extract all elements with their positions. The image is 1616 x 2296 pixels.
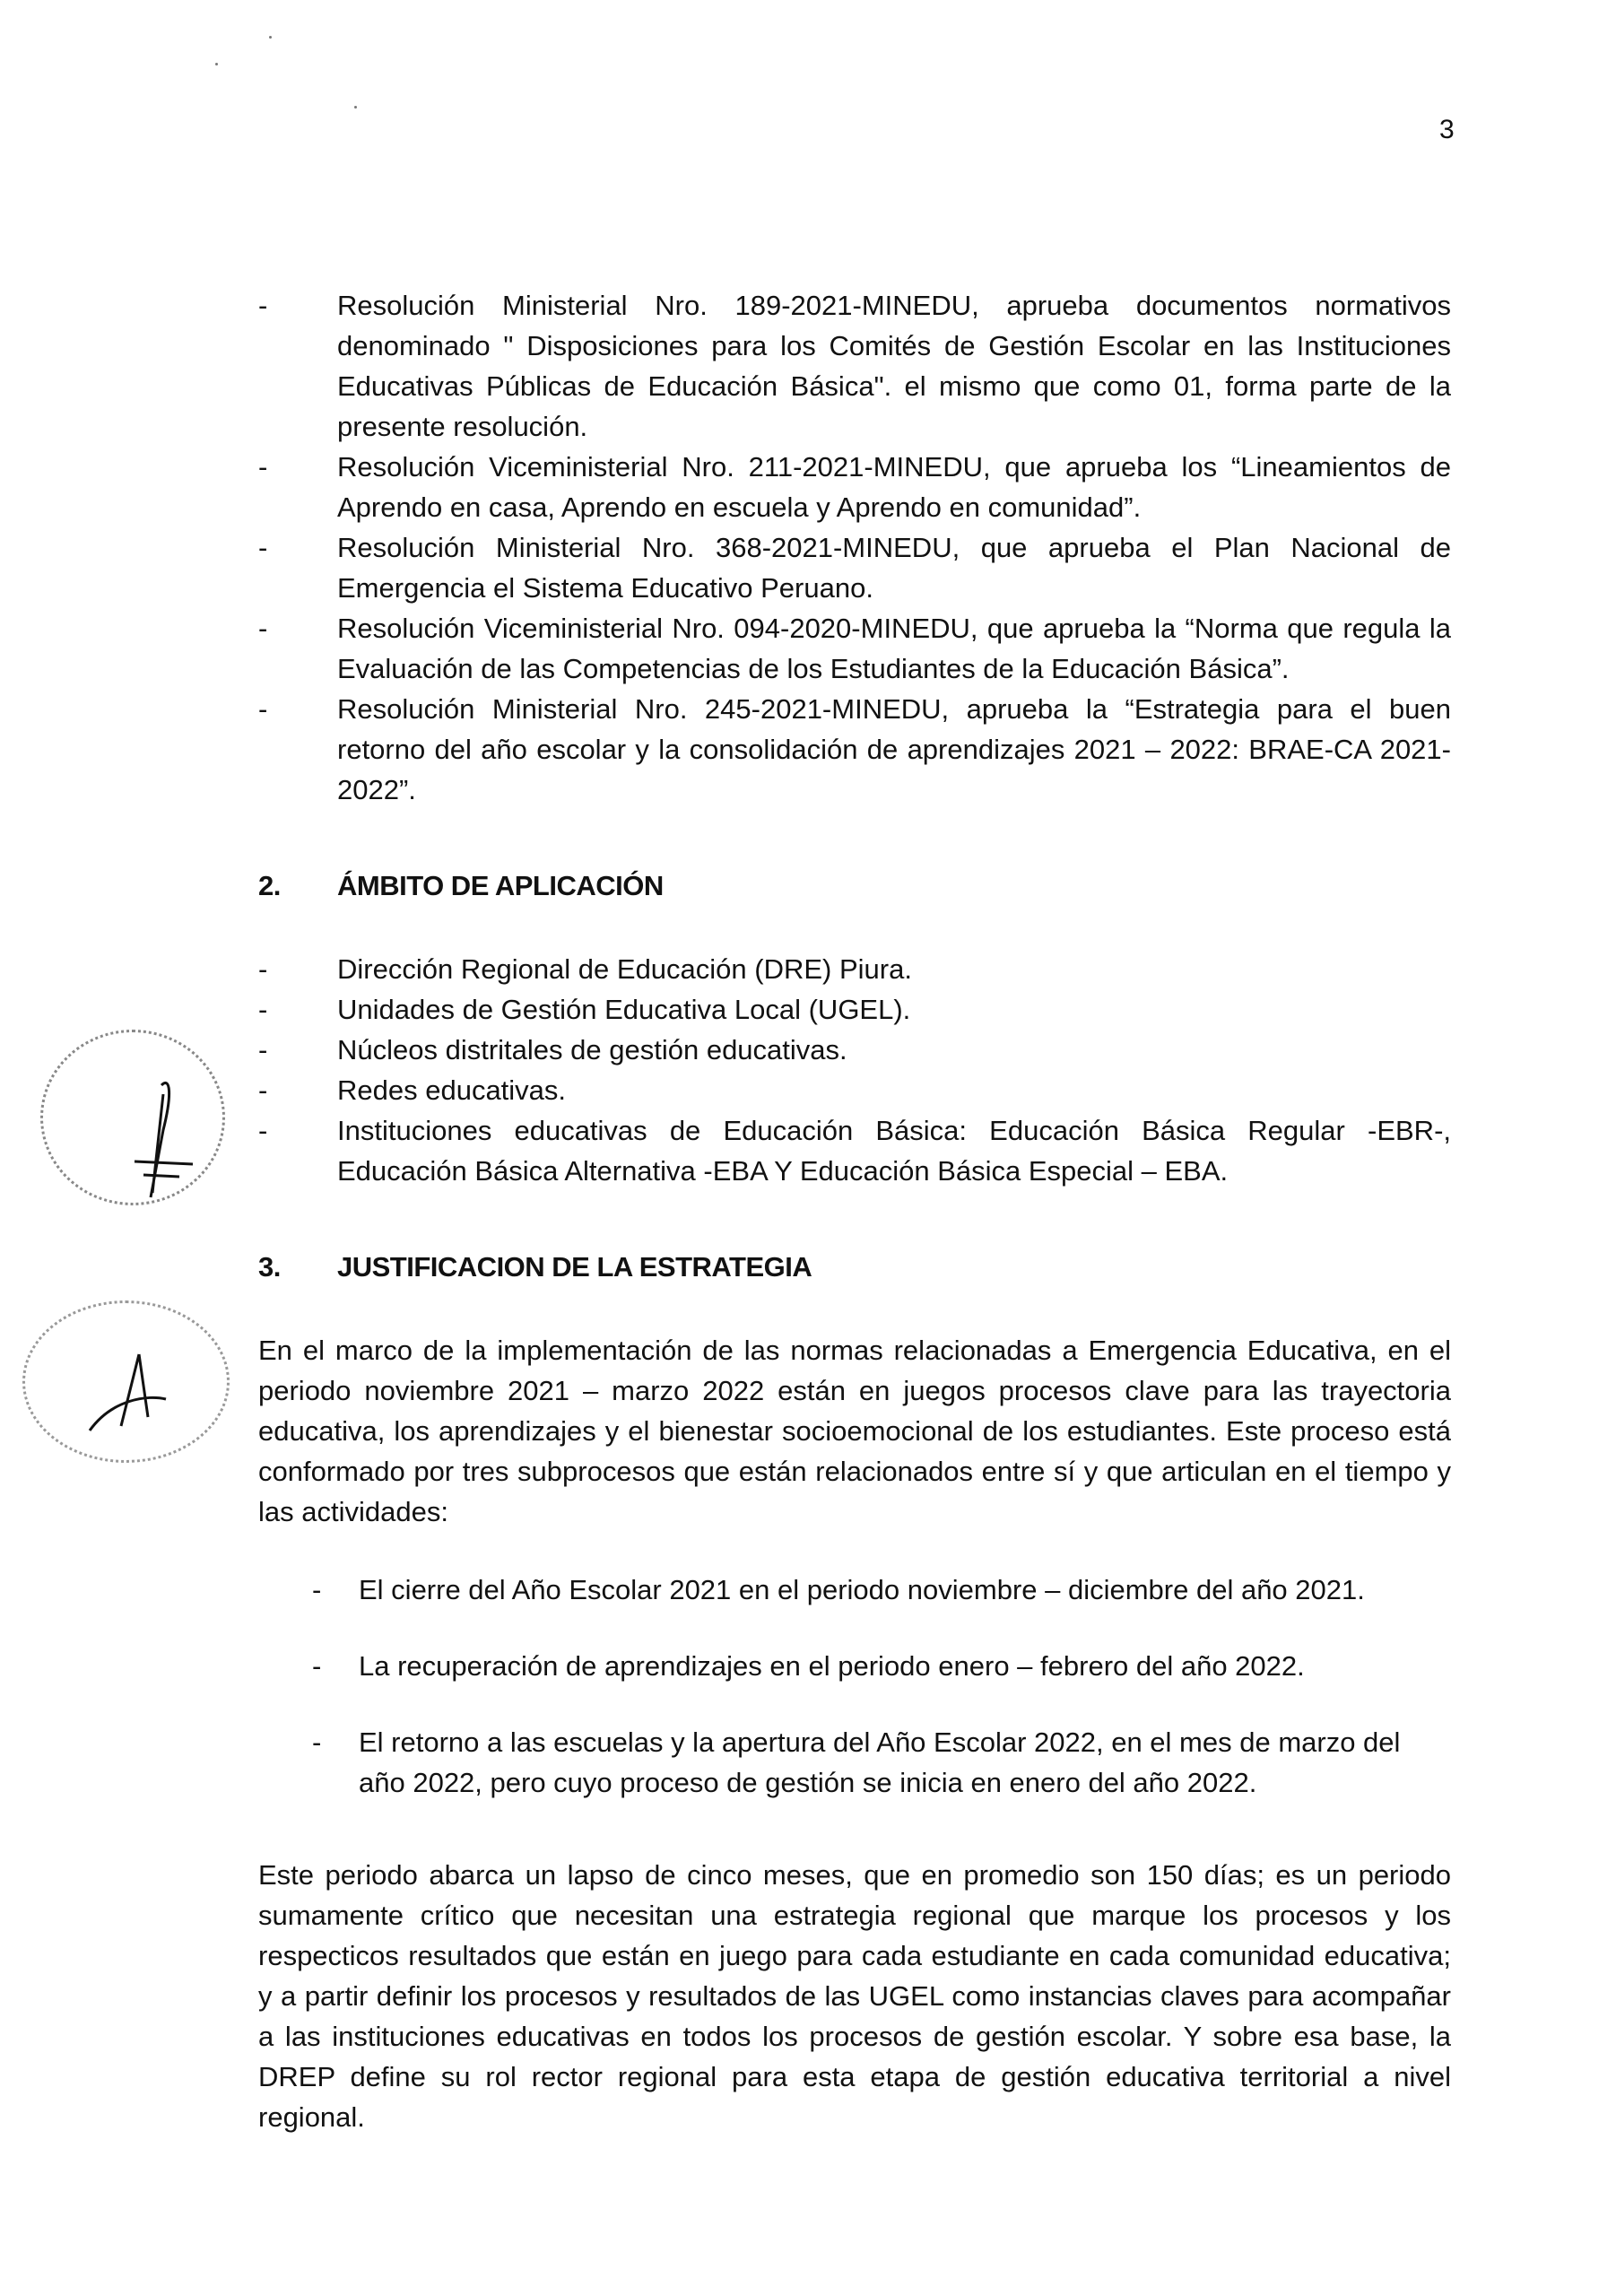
scope-item: - Instituciones educativas de Educación Básica: Educación Básica Regular -EBR-, Educación Básica Alternativa -EBA Y Educación Básica Especial – EBA. [258,1110,1451,1191]
section-title: ÁMBITO DE APLICACIÓN [337,870,664,901]
subprocess-list [258,1570,1451,1803]
justification-paragraph: En el marco de la implementación de las normas relacionadas a Emergencia Educativa, en el periodo noviembre 2021 – marzo 2022 están en juegos procesos clave para las trayectoria educativa, los aprendizajes y el bienestar socioemocional de los estudiantes. Este proceso está conformado por tres subprocesos que están relacionados entre sí y que articulan en el tiempo y las actividades: [258,1335,1451,1527]
section-title: JUSTIFICACION DE LA ESTRATEGIA [337,1251,812,1283]
reference-item: - Resolución Viceministerial Nro. 211-2021-MINEDU, que aprueba los “Lineamientos de Aprendo en casa, Aprendo en escuela y Aprendo en comunidad”. [258,447,1451,527]
section-number: 2. [258,870,281,901]
subprocess-item: - La recuperación de aprendizajes en el periodo enero – febrero del año 2022. [258,1646,1451,1686]
reference-item: - Resolución Ministerial Nro. 368-2021-MINEDU, que aprueba el Plan Nacional de Emergencia el Sistema Educativo Peruano. [258,527,1451,608]
page-number: 3 [1439,115,1455,144]
section-number: 3. [258,1251,281,1283]
signature-icon [85,1345,175,1444]
scope-item: - Núcleos distritales de gestión educativas. [258,1030,1451,1070]
reference-item: - Resolución Ministerial Nro. 245-2021-MINEDU, aprueba la “Estrategia para el buen retorno del año escolar y la consolidación de aprendizajes 2021 – 2022: BRAE-CA 2021-2022”. [258,689,1451,810]
period-paragraph: Este periodo abarca un lapso de cinco meses, que en promedio son 150 días; es un periodo sumamente crítico que necesitan una estrategia regional que marque los procesos y los respecticos resultados que están en juego para cada estudiante en cada comunidad educativa; y a partir definir los procesos y resultados de las UGEL como instancias claves para acompañar a las instituciones educativas en todos los procesos de gestión escolar. Y sobre esa base, la DREP define su rol rector regional para esta etapa de gestión educativa territorial a nivel regional. [258,1859,1451,2133]
scan-speck [269,36,272,39]
section-heading-ambito [258,865,1451,906]
signature-icon [108,1076,206,1202]
document-body [258,285,1451,2137]
scan-speck [215,63,218,65]
scope-list [258,949,1451,1191]
scope-item: - Unidades de Gestión Educativa Local (UGEL). [258,989,1451,1030]
scope-item: - Redes educativas. [258,1070,1451,1110]
section-heading-justificacion [258,1247,1451,1287]
scope-item: - Dirección Regional de Educación (DRE) Piura. [258,949,1451,989]
scan-speck [354,106,357,109]
reference-item: - Resolución Ministerial Nro. 189-2021-MINEDU, aprueba documentos normativos denominado " Disposiciones para los Comités de Gestión Escolar en las Instituciones Educativas Públicas de Educación Básica". el mismo que como 01, forma parte de la presente resolución. [258,285,1451,447]
subprocess-item: - El retorno a las escuelas y la apertura del Año Escolar 2022, en el mes de marzo del año 2022, pero cuyo proceso de gestión se inicia en enero del año 2022. [258,1722,1451,1803]
legal-references-list [258,285,1451,810]
reference-item: - Resolución Viceministerial Nro. 094-2020-MINEDU, que aprueba la “Norma que regula la Evaluación de las Competencias de los Estudiantes de la Educación Básica”. [258,608,1451,689]
subprocess-item: - El cierre del Año Escolar 2021 en el periodo noviembre – diciembre del año 2021. [258,1570,1451,1610]
